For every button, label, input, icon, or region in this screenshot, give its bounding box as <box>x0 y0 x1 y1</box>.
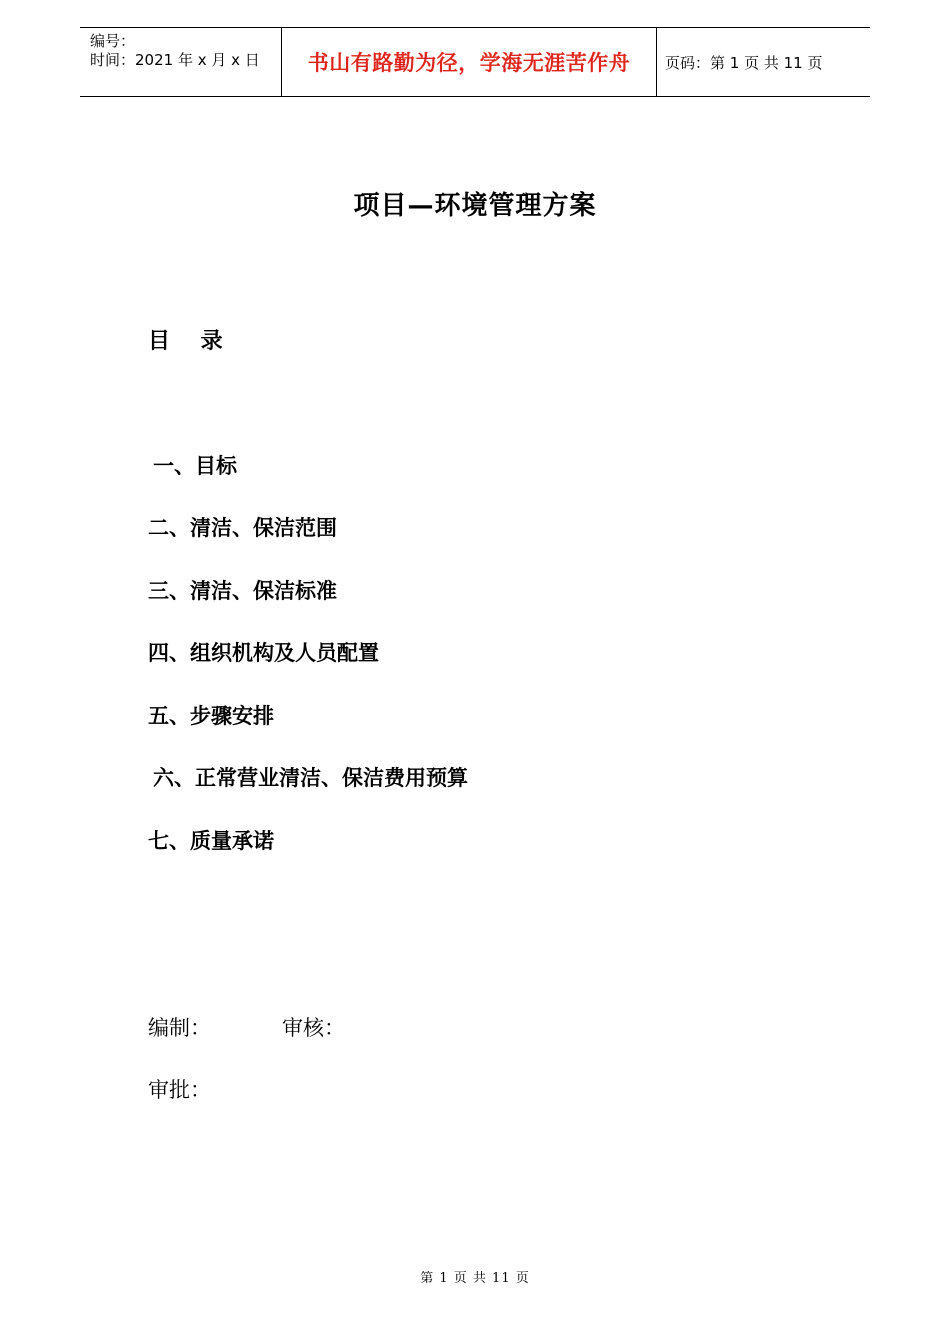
page-header <box>80 27 870 97</box>
toc-item-cleaning-standard: 三、清洁、保洁标准 <box>148 579 337 603</box>
page-footer: 第 1 页 共 11 页 <box>420 1271 530 1286</box>
header-middle-cell <box>281 28 657 96</box>
approved-by-label: 审批： <box>148 1078 211 1102</box>
compiled-by-label: 编制： <box>148 1016 211 1040</box>
toc-item-cleaning-scope: 二、清洁、保洁范围 <box>148 516 337 540</box>
reviewed-by-label: 审核： <box>282 1016 345 1040</box>
document-time-label: 时间：2021 年 x 月 x 日 <box>90 51 260 69</box>
header-left-cell <box>80 28 281 96</box>
document-title: 项目—环境管理方案 <box>353 191 597 221</box>
header-motto: 书山有路勤为径，学海无涯苦作舟 <box>307 51 631 75</box>
toc-item-goal: 一、目标 <box>153 454 237 478</box>
header-page-info: 页码：第 1 页 共 11 页 <box>665 53 823 72</box>
toc-item-quality-commitment: 七、质量承诺 <box>148 829 274 853</box>
header-right-cell <box>656 28 870 96</box>
toc-heading: 目 录 <box>148 329 223 354</box>
toc-item-step-arrangement: 五、步骤安排 <box>148 704 274 728</box>
toc-item-organization-staffing: 四、组织机构及人员配置 <box>148 641 379 665</box>
document-number-label: 编号： <box>90 32 136 50</box>
toc-item-cost-budget: 六、正常营业清洁、保洁费用预算 <box>153 766 468 790</box>
